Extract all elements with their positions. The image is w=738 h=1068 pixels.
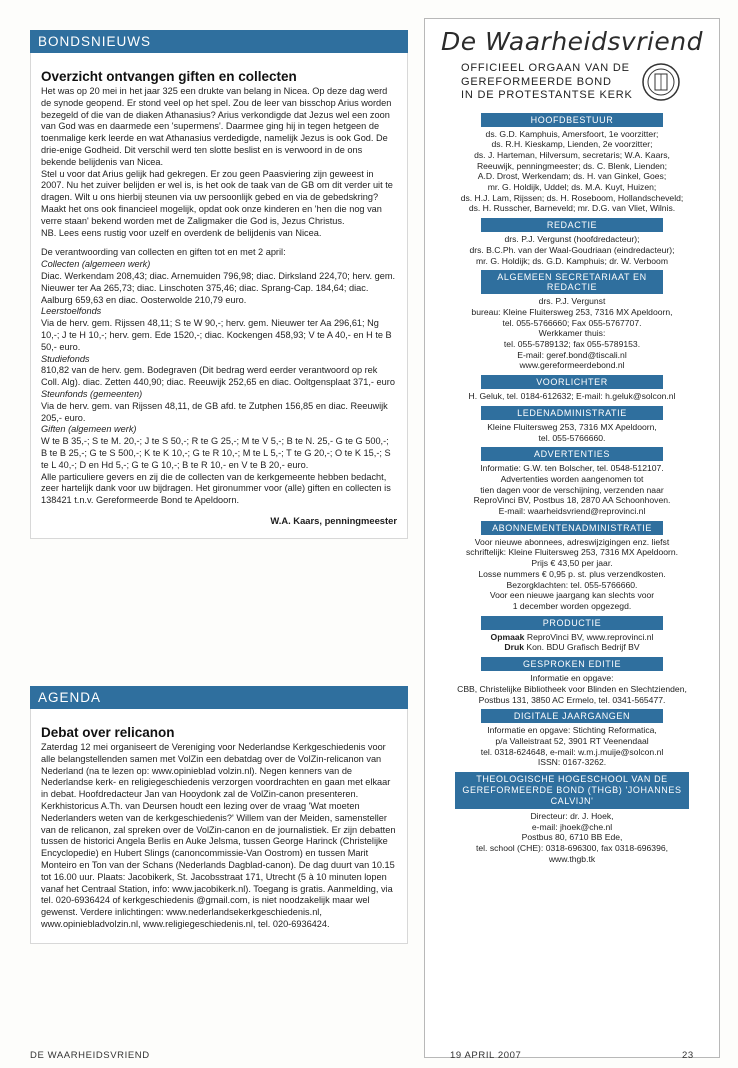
article-body [41,86,397,507]
paragraph: NB. Lees eens rustig voor uzelf en overdenk de belijdenis van Nicea. [41,227,322,238]
seal-logo-icon [641,62,681,102]
section-body [425,725,719,768]
section-line: Prijs € 43,50 per jaar. [531,558,613,569]
section-line: schriftelijk: Kleine Fluitersweg 253, 7316 MX Apeldoorn. [465,547,679,558]
section-line: mr. G. Holdijk, Uddel; ds. M.A. Kuyt, Huizen; [487,182,657,193]
fund-name: Leerstoelfonds [41,306,102,317]
fund-name: Collecten (algemeen werk) [41,259,151,270]
fund-name: Studiefonds [41,353,90,364]
section-header: VOORLICHTER [481,375,663,389]
section-line: E-mail: waarheidsvriend@reprovinci.nl [498,506,646,517]
section-line: H. Geluk, tel. 0184-612632; E-mail: h.geluk@solcon.nl [468,391,676,402]
subtitle-line: GEREFORMEERDE BOND [461,75,612,88]
signature: W.A. Kaars, penningmeester [270,514,397,526]
section-line: tien dagen voor de verschijning, verzenden naar [480,484,664,495]
section-header: ABONNEMENTENADMINISTRATIE [481,521,663,535]
section-body [425,537,719,612]
section-line: tel. 0318-624648, e-mail: w.m.j.muije@solcon.nl [480,746,664,757]
closing: Alle particuliere gevers en zij die de collecten van de kerkgemeente hebben bedacht, zeer hartelijk dank voor uw bijdragen. Het gironummer voor (alle) giften en collecten is 138421 t.n.v. Gereformeerde Bond te Apeldoorn. [41,471,391,506]
section-line: tel. school (CHE): 0318-696300, fax 0318-696396, [475,843,669,854]
page-number: 23 [682,1050,694,1061]
section-body [425,234,719,266]
section-header: HOOFDBESTUUR [481,113,663,127]
section-line: CBB, Christelijke Bibliotheek voor Blinden en Slechtzienden, [457,683,687,694]
section-line: Informatie: G.W. ten Bolscher, tel. 0548-512107. [480,463,664,474]
section-line: Werkkamer thuis: [538,328,606,339]
fund-name: Steunfonds (gemeenten) [41,388,143,399]
section-line: Losse nummers € 0,95 p. st. plus verzendkosten. [478,568,666,579]
fund-text: Via de herv. gem. van Rijssen 48,11, de GB afd. te Zutphen 156,85 en diac. Reeuwijk 205,- euro. [41,400,388,423]
section-line: tel. 055-5789132; fax 055-5789153. [503,339,641,350]
section-line: tel. 055-5766660. [538,432,606,443]
paragraph: Stel u voor dat Arius gelijk had gekregen. Er zou geen Paasviering zijn geweest in 2007. Nu het zuiver belijden er wel is, is het ook de taak van de GB om dit verder uit te dragen. Wilt u ons hierbij steunen via uw persoonlijk gebed en via de gebedskring? Maakt het ons ook financieel mogelijk, opdat ook onze kinderen en 'hen die nog van verre staan' bekend worden met de Zaligmaker die God is, Jezus Christus. [41,168,393,226]
section-line: ds. G.D. Kamphuis, Amersfoort, 1e voorzitter; [485,128,659,139]
section-line: Kleine Fluitersweg 253, 7316 MX Apeldoorn, [487,421,657,432]
agenda-panel [30,709,408,944]
section-line: Opmaak ReproVinci BV, www.reprovinci.nl [490,631,654,642]
section-line: drs. P.J. Vergunst [538,296,606,307]
footer-publication: DE WAARHEIDSVRIEND [30,1050,150,1061]
section-body [425,129,719,215]
section-line: Reeuwijk, penningmeester; ds. C. Blenk, Lienden; [476,160,668,171]
section-header: GESPROKEN EDITIE [481,657,663,671]
section-header: LEDENADMINISTRATIE [481,406,663,420]
footer-date: 19 APRIL 2007 [450,1050,522,1061]
section-line: A.D. Drost, Werkendam; ds. H. van Ginkel, Goes; [477,171,667,182]
section-line: p/a Valleistraat 52, 3901 RT Veenendaal [495,735,649,746]
section-line: Voor een nieuwe jaargang kan slechts voor [489,590,655,601]
masthead-subtitle [435,62,709,103]
section-header: DIGITALE JAARGANGEN [481,709,663,723]
fund-text: W te B 35,-; S te M. 20,-; J te S 50,-; R te G 25,-; M te V 5,-; B te N. 25,- G te G 500,-; B te B 25,-; G te S 500,-; K te K 10,-; G te R 10,-; M te L 5,-; T te G 20,-; O te K 15,-; S te L 40,-; D en Hd 5,-; G te G 10,-; B te R 10,- en V te B 20,- euro. [41,436,391,470]
section-line: E-mail: geref.bond@tiscali.nl [517,349,627,360]
section-line: www.thgb.tk [548,853,596,864]
agenda-header: AGENDA [30,686,408,709]
section-body [425,296,719,371]
section-line: Druk Kon. BDU Grafisch Bedrijf BV [504,642,640,653]
agenda-body: Zaterdag 12 mei organiseert de Vereniging voor Nederlandse Kerkgeschiedenis voor alle belangstellenden samen met VolZin een debatdag over de VolZin-relicanon van Nederland (na te lezen op: www.opinieblad volzin.nl). Negen kenners van de Nederlandse kerk- en religiegeschiedenis verzorgen voordrachten en gaan met elkaar in debat. Hoofdredacteur Jan van Hooydonk zal de VolZin-canon presenteren. Kerkhistoricus A.Th. van Deursen houdt een lezing over de vraag 'Wat moeten Nederlanders weten van de kerkgeschiedenis?' Willem van der Meiden, samensteller van de relicanon, zal spreken over de VolZin-canon en de journalistiek. Er zijn debatten tussen de historici Angela Berlis en Auke Jelsma, tussen George Harinck (Christelijke Encyclopedie) en Hubert Slings (canoncommissie-Van Oostrom) en tussen Marit Monteiro en Ton van der Schans (Nederlands Dagblad-canon). De dag duurt van 10.15 tot 16.00 uur. Plaats: Jacobikerk, St. Jacobsstraat 171, Utrecht (5 à 10 minuten lopen vanaf het Centraal Station, info: www.jacobikerk.nl). Toegang is gratis. Aanmelding, via tel. 020-6936424 of kerkgeschiedenis @gmail.com, is niet noodzakelijk maar wel gewenst. Verdere inlichtingen: www.nederlandsekerkgeschiedenis.nl, www.opiniebladvolzin.nl, www.religiegeschiedenis.nl, tel. 020-6936424. [41,742,396,929]
section-line: ds. H.J. Lam, Rijssen; ds. H. Roseboom, Hollandscheveld; [460,192,684,203]
masthead-title: De Waarheidsvriend [440,27,704,56]
bondsnieuws-section [30,30,408,539]
bondsnieuws-panel [30,53,408,539]
agenda-section [30,686,408,944]
colophon-sections [425,113,719,865]
subtitle-line: OFFICIEEL ORGAAN VAN DE [461,62,630,74]
subtitle-line: IN DE PROTESTANTSE KERK [461,89,633,101]
intro: De verantwoording van collecten en giften tot en met 2 april: [41,247,286,258]
section-header: THEOLOGISCHE HOGESCHOOL VAN DE GEREFORMEERDE BOND (THGB) 'JOHANNES CALVIJN' [455,772,689,809]
section-line: Postbus 131, 3850 AC Ermelo, tel. 0341-565477. [478,694,666,705]
section-body [425,811,719,865]
section-line: e-mail: jhoek@che.nl [531,821,613,832]
section-line: Informatie en opgave: [530,673,614,684]
section-line: ISSN: 0167-3262. [537,757,607,768]
section-line: ReproVinci BV, Postbus 18, 2870 AA Schoonhoven. [473,495,671,506]
section-body [425,673,719,705]
section-line: ds. J. Harteman, Hilversum, secretaris; W.A. Kaars, [474,149,670,160]
section-line: bureau: Kleine Fluitersweg 253, 7316 MX Apeldoorn, [471,306,673,317]
section-line: Voor nieuwe abonnees, adreswijzigingen enz. liefst [474,536,670,547]
fund-name: Giften (algemeen werk) [41,424,137,435]
section-header: REDACTIE [481,218,663,232]
section-line: ds. H. Russcher, Barneveld; mr. D.G. van Vliet, Wilnis. [468,203,676,214]
section-line: 1 december worden opgezegd. [512,601,632,611]
section-line: ds. R.H. Kieskamp, Lienden, 2e voorzitter; [491,139,653,150]
section-line: Informatie en opgave: Stichting Reformatica, [487,725,657,736]
masthead [425,19,719,109]
section-header: PRODUCTIE [481,616,663,630]
fund-text: 810,82 van de herv. gem. Bodegraven (Dit bedrag werd eerder verantwoord op rek Coll. Alg). diac. Zetten 440,90; diac. Reeuwijk 252,65 en diac. Ooltgensplaat 371,- euro [41,365,395,388]
colophon [424,18,720,1058]
section-header: ADVERTENTIES [481,447,663,461]
section-line: drs. B.C.Ph. van der Waal-Goudriaan (eindredacteur); [469,244,675,255]
section-header: ALGEMEEN SECRETARIAAT EN REDACTIE [481,270,663,294]
section-line: Directeur: dr. J. Hoek, [530,811,614,822]
fund-text: Diac. Werkendam 208,43; diac. Arnemuiden 796,98; diac. Dirksland 224,70; herv. gem. Nieuwer ter Aa 265,73; diac. Linschoten 375,46; diac. Sprang-Cap. 184,64; diac. Aalburg 659,63 en diac. Oosterwolde 210,79 euro. [41,270,396,305]
bondsnieuws-header: BONDSNIEUWS [30,30,408,53]
article-title: Overzicht ontvangen giften en collecten [41,69,297,84]
section-body [425,463,719,517]
section-body [425,632,719,653]
paragraph: Het was op 20 mei in het jaar 325 een drukte van belang in Nicea. Op deze dag werd de synode geopend. Er stond veel op het spel. Zou de leer van bisschop Arius worden bezegeld of die van de diaken Athanasius? Arius verkondigde dat Jezus wel een zoon van God was en daarmede een 'supermens'. Daarmee ging hij in tegen hetgeen de toenmalige kerk leerde en wat Athanasius verdedigde, namelijk Jezus is ook God. De drie-enige Godheid. Dit verschil werd ten slotte beslist en is verwoord in de ons bekende belijdenis van Nicea. [41,86,392,167]
section-body [425,391,719,402]
fund-text: Via de herv. gem. Rijssen 48,11; S te W 90,-; herv. gem. Nieuwer ter Aa 296,61; Ng 10,-; J te H 10,-; herv. gem. Ede 1520,-; diac. Kockengen 458,93; V te A 40,- en H te B 50,- euro. [41,318,392,352]
section-line: www.gereformeerdebond.nl [519,360,625,371]
section-line: drs. P.J. Vergunst (hoofdredacteur); [504,234,640,245]
section-line: mr. G. Holdijk; ds. G.D. Kamphuis; dr. W. Verboom [476,255,668,266]
agenda-title: Debat over relicanon [41,725,175,740]
section-line: Postbus 80, 6710 BB Ede, [521,832,623,843]
section-line: Bezorgklachten: tel. 055-5766660. [506,579,638,590]
section-line: Advertenties worden aangenomen tot [500,473,644,484]
section-line: tel. 055-5766660; Fax 055-5767707. [502,317,642,328]
section-body [425,422,719,443]
